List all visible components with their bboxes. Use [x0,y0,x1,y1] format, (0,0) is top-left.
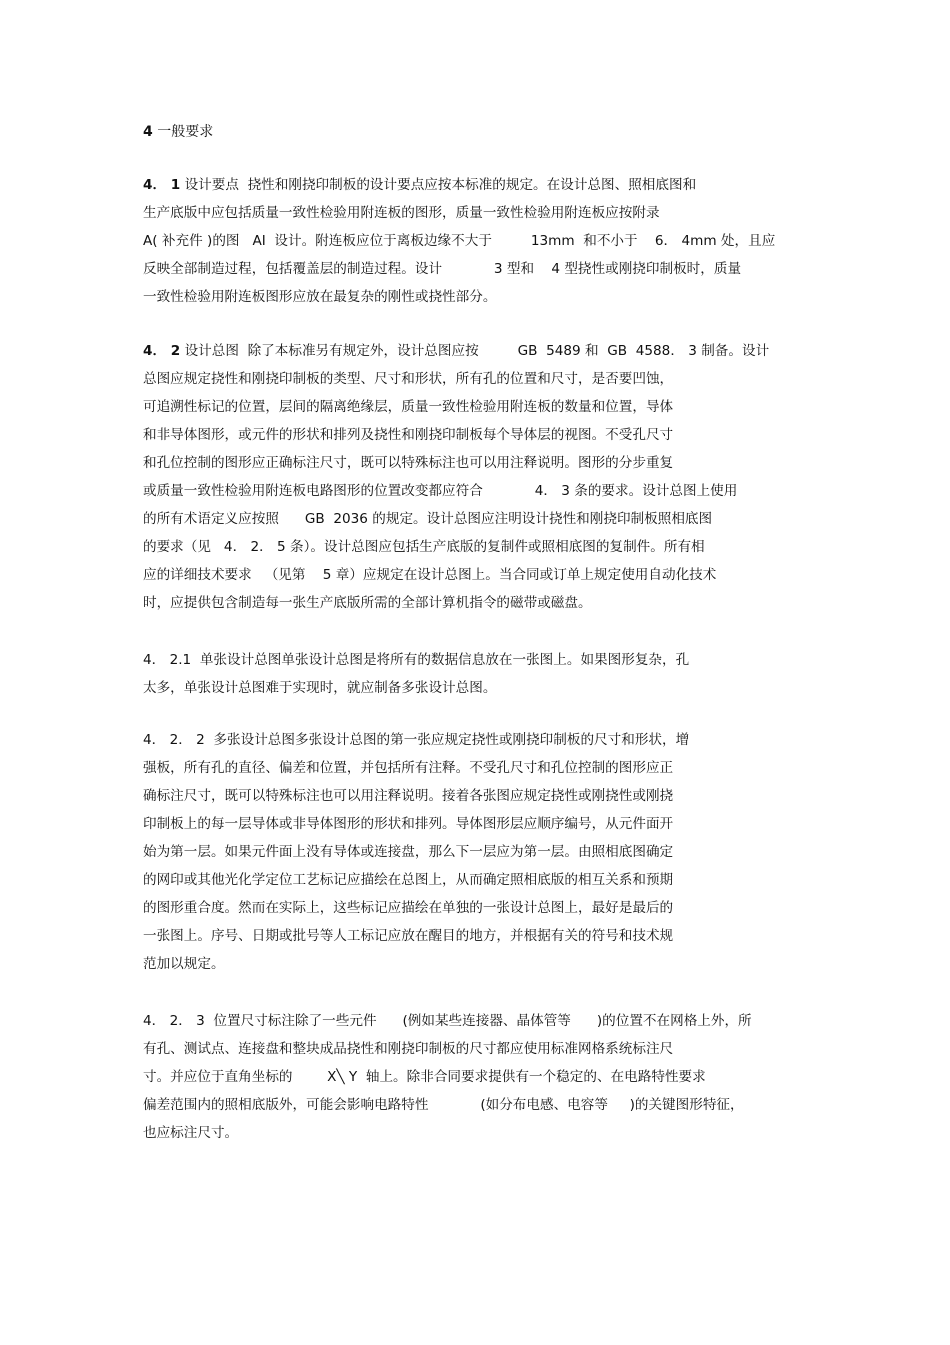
paragraph-line: 可追溯性标记的位置，层间的隔离绝缘层，质量一致性检验用附连板的数量和位置，导体 [143,399,674,415]
paragraph-line: 有孔、测试点、连接盘和整块成品挠性和刚挠印制板的尺寸都应使用标准网格系统标注尺 [143,1041,674,1057]
paragraph-4-2-2 [143,726,823,978]
paragraph-line: 4． 2． 3 位置尺寸标注除了一些元件 (例如某些连接器、晶体管等 )的位置不在网格上外，所 [143,1013,752,1029]
paragraph-line: 一张图上。序号、日期或批号等人工标记应放在醒目的地方，并根据有关的符号和技术规 [143,928,674,944]
paragraph-4-2-1 [143,646,823,702]
paragraph-line: 范加以规定。 [143,956,225,972]
paragraph-line: 应的详细技术要求 （见第 5 章）应规定在设计总图上。当合同或订单上规定使用自动化技术 [143,567,717,583]
paragraph-line: 时，应提供包含制造每一张生产底版所需的全部计算机指令的磁带或磁盘。 [143,595,592,611]
paragraph-4-2-3 [143,1007,823,1147]
paragraph-line: 印制板上的每一层导体或非导体图形的形状和排列。导体图形层应顺序编号，从元件面开 [143,816,674,832]
paragraph-line: 也应标注尺寸。 [143,1125,239,1141]
clause-number: 4． 2 [143,343,181,359]
section-heading [143,121,213,143]
paragraph-line: 生产底版中应包括质量一致性检验用附连板的图形，质量一致性检验用附连板应按附录 [143,205,660,221]
paragraph-line: 或质量一致性检验用附连板电路图形的位置改变都应符合 4． 3 条的要求。设计总图上使用 [143,483,738,499]
section-title: 一般要求 [152,124,214,140]
paragraph-line: 强板，所有孔的直径、偏差和位置，并包括所有注释。不受孔尺寸和孔位控制的图形应正 [143,760,674,776]
paragraph-line: 寸。并应位于直角坐标的 X╲ Y 轴上。除非合同要求提供有一个稳定的、在电路特性要求 [143,1069,706,1085]
section-number: 4 [143,124,153,140]
paragraph-4-1 [143,171,823,311]
paragraph-line: 始为第一层。如果元件面上没有导体或连接盘，那么下一层应为第一层。由照相底图确定 [143,844,674,860]
paragraph-line: 太多，单张设计总图难于实现时，就应制备多张设计总图。 [143,680,497,696]
clause-number: 4． 1 [143,177,181,193]
paragraph-line: 一致性检验用附连板图形应放在最复杂的刚性或挠性部分。 [143,289,497,305]
paragraph-line: 的所有术语定义应按照 GB 2036 的规定。设计总图应注明设计挠性和刚挠印制板照相底图 [143,511,713,527]
paragraph-line: 4． 1 设计要点 挠性和刚挠印制板的设计要点应按本标准的规定。在设计总图、照相底图和 [143,177,697,193]
paragraph-line: 4． 2 设计总图 除了本标准另有规定外，设计总图应按 GB 5489 和 GB 4588． 3 制备。设计 [143,343,770,359]
paragraph-line: 4． 2． 2 多张设计总图多张设计总图的第一张应规定挠性或刚挠印制板的尺寸和形状，增 [143,732,690,748]
paragraph-line: 的图形重合度。然而在实际上，这些标记应描绘在单独的一张设计总图上，最好是最后的 [143,900,674,916]
paragraph-line: A( 补充件 )的图 AI 设计。附连板应位于离板边缘不大于 13mm 和不小于 6． 4mm 处，且应 [143,233,776,249]
paragraph-line: 的网印或其他光化学定位工艺标记应描绘在总图上，从而确定照相底版的相互关系和预期 [143,872,674,888]
paragraph-line: 偏差范围内的照相底版外，可能会影响电路特性 (如分布电感、电容等 )的关键图形特征， [143,1097,744,1113]
paragraph-line: 的要求（见 4． 2． 5 条）。设计总图应包括生产底版的复制件或照相底图的复制件。所有相 [143,539,705,555]
paragraph-line: 确标注尺寸，既可以特殊标注也可以用注释说明。接着各张图应规定挠性或刚挠性或刚挠 [143,788,674,804]
paragraph-line: 和孔位控制的图形应正确标注尺寸，既可以特殊标注也可以用注释说明。图形的分步重复 [143,455,674,471]
paragraph-line: 和非导体图形，或元件的形状和排列及挠性和刚挠印制板每个导体层的视图。不受孔尺寸 [143,427,674,443]
paragraph-4-2 [143,337,823,617]
paragraph-line: 总图应规定挠性和刚挠印制板的类型、尺寸和形状，所有孔的位置和尺寸，是否要凹蚀， [143,371,674,387]
paragraph-line: 反映全部制造过程，包括覆盖层的制造过程。设计 3 型和 4 型挠性或刚挠印制板时，质量 [143,261,742,277]
paragraph-line: 4． 2.1 单张设计总图单张设计总图是将所有的数据信息放在一张图上。如果图形复杂，孔 [143,652,690,668]
